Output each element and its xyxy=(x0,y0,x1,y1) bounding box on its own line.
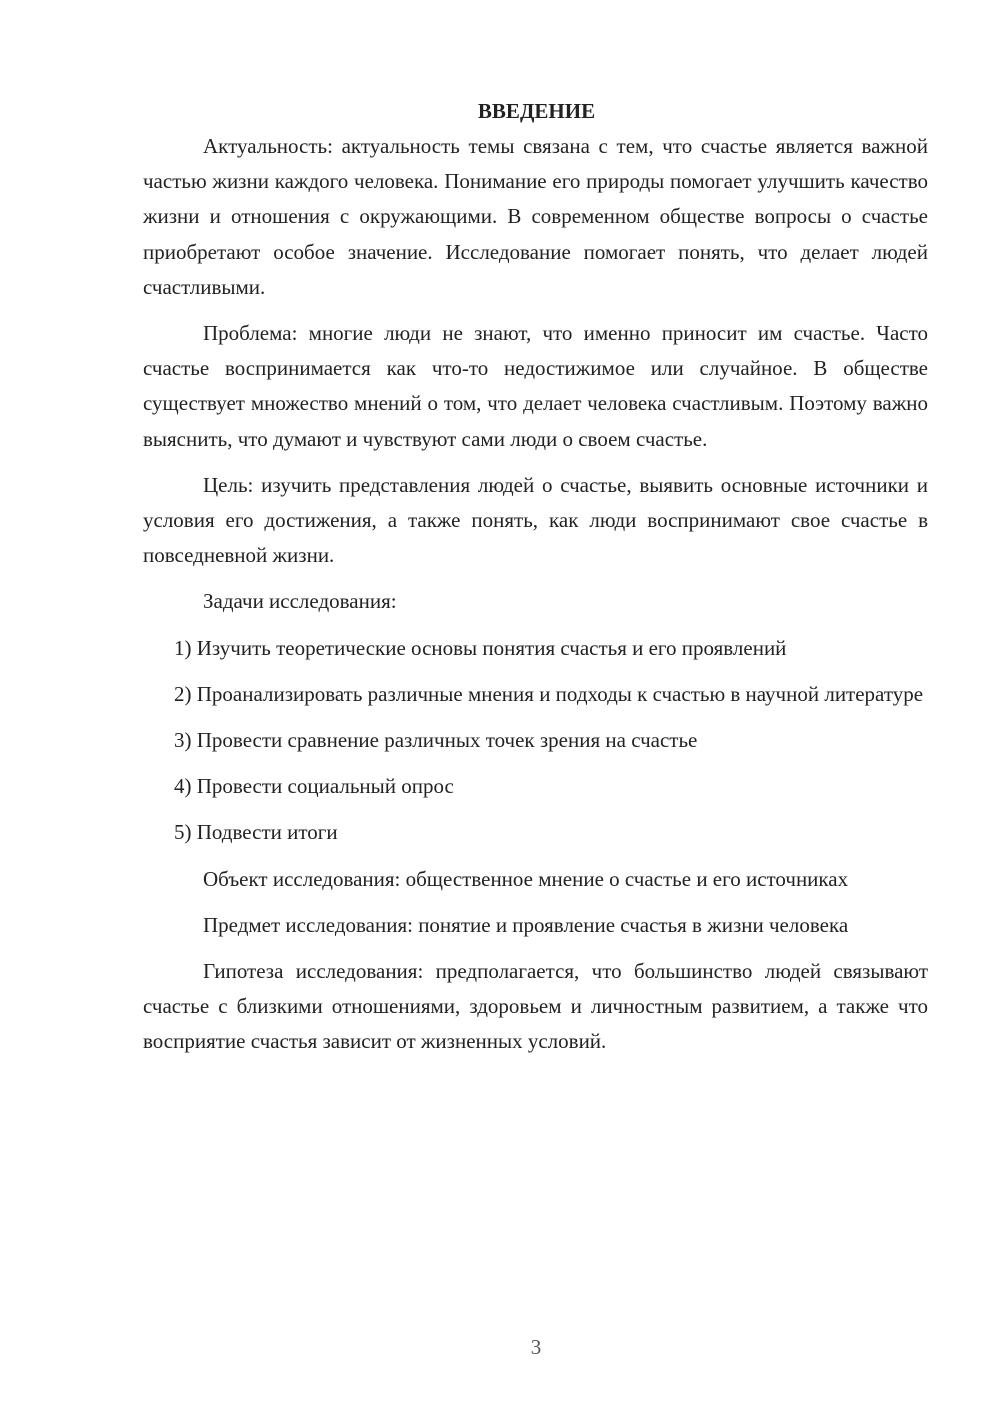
paragraph-object: Объект исследования: общественное мнение о счастье и его источниках xyxy=(203,866,849,891)
page-title: ВВЕДЕНИЕ xyxy=(477,99,596,123)
task-item-3: 3) Провести сравнение различных точек зрения на счастье xyxy=(174,728,698,753)
paragraph-subject: Предмет исследования: понятие и проявление счастья в жизни человека xyxy=(203,912,849,937)
task-item-2: 2) Проанализировать различные мнения и подходы к счастью в научной литературе xyxy=(174,681,924,706)
paragraph-goal: Цель: изучить представления людей о счастье, выявить основные источники и условия его достижения, а также понять, как люди воспринимают свое счастье в повседневной жизни. xyxy=(143,472,928,568)
paragraph-tasks-heading: Задачи исследования: xyxy=(203,589,397,614)
task-item-5: 5) Подвести итоги xyxy=(174,820,338,845)
page-number: 3 xyxy=(530,1335,542,1359)
task-item-1: 1) Изучить теоретические основы понятия счастья и его проявлений xyxy=(174,635,787,660)
paragraph-problem: Проблема: многие люди не знают, что именно приносит им счастье. Часто счастье воспринимается как что-то недостижимое или случайное. В обществе существует множество мнений о том, что делает человека счастливым. Поэтому важно выяснить, что думают и чувствуют сами люди о своем счастье. xyxy=(143,321,928,451)
paragraph-hypothesis: Гипотеза исследования: предполагается, что большинство людей связывают счастье с близкими отношениями, здоровьем и личностным развитием, а также что восприятие счастья зависит от жизненных условий. xyxy=(143,959,928,1054)
paragraph-relevance: Актуальность: актуальность темы связана с тем, что счастье является важной частью жизни каждого человека. Понимание его природы помогает улучшить качество жизни и отношения с окружающими. В современном обществе вопросы о счастье приобретают особое значение. Исследование помогает понять, что делает людей счастливыми. xyxy=(143,134,928,299)
page-body xyxy=(143,94,928,1071)
task-item-4: 4) Провести социальный опрос xyxy=(174,774,454,799)
